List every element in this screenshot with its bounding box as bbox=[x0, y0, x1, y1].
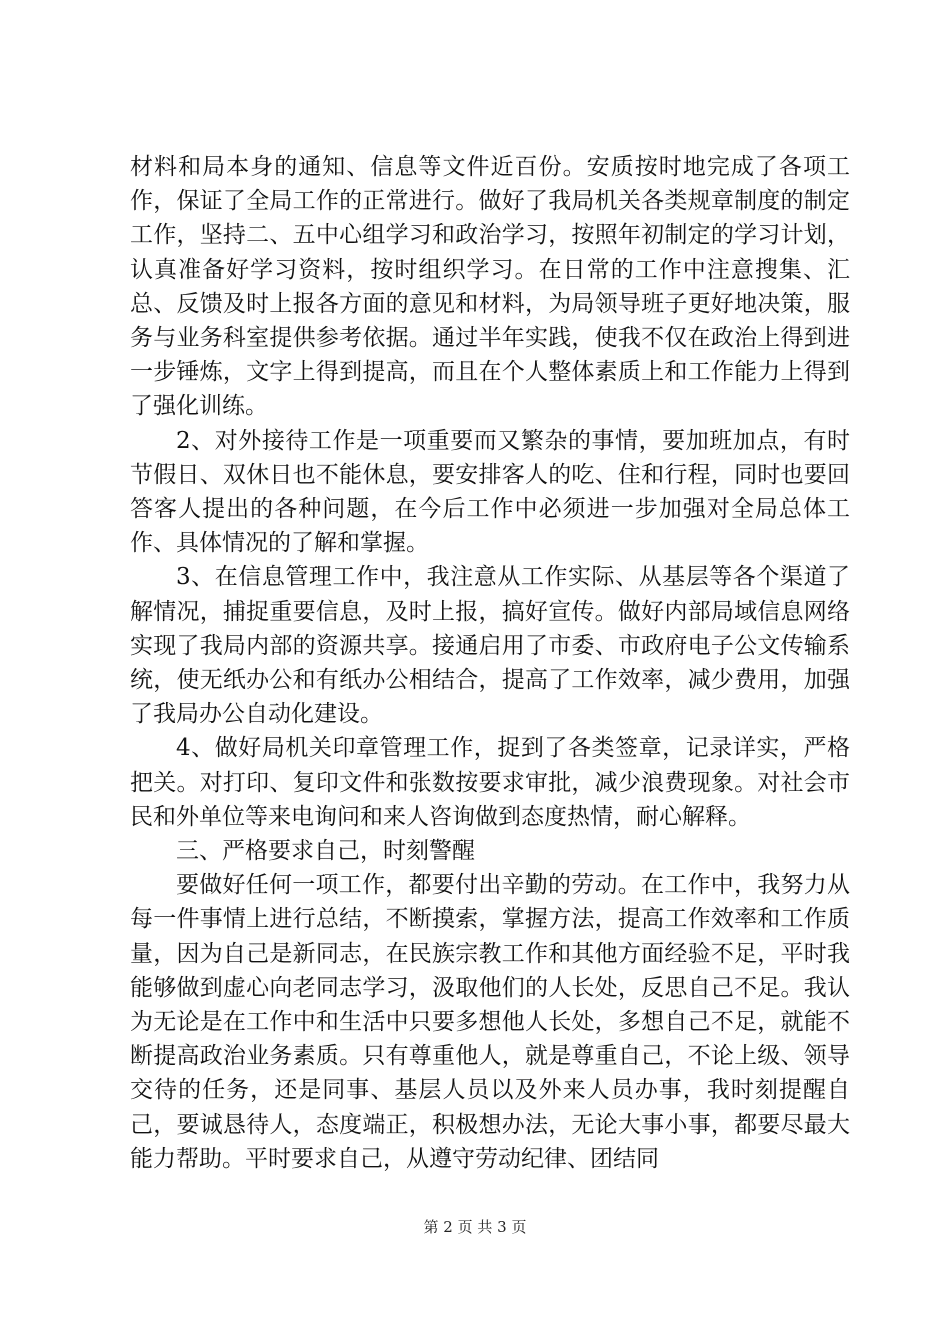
page-number-footer: 第 2 页 共 3 页 bbox=[423, 1218, 527, 1236]
paragraph-reception-work: 2、对外接待工作是一项重要而又繁杂的事情，要加班加点，有时节假日、双休日也不能休息，要安排客人的吃、住和行程，同时也要回答客人提出的各种问题，在今后工作中必须进一步加强对全局总体工作、具体情况的了解和掌握。 bbox=[130, 427, 850, 557]
paragraph-information-management: 3、在信息管理工作中，我注意从工作实际、从基层等各个渠道了解情况，捕捉重要信息，及时上报，搞好宣传。做好内部局域信息网络实现了我局内部的资源共享。接通启用了市委、市政府电子公文传输系统，使无纸办公和有纸办公相结合，提高了工作效率，减少费用，加强了我局办公自动化建设。 bbox=[130, 564, 850, 728]
document-body bbox=[130, 150, 850, 1176]
section-heading-self-discipline: 三、严格要求自己，时刻警醒 bbox=[176, 838, 475, 865]
paragraph-office-work-summary: 材料和局本身的通知、信息等文件近百份。安质按时地完成了各项工作，保证了全局工作的正常进行。做好了我局机关各类规章制度的制定工作，坚持二、五中心组学习和政治学习，按照年初制定的学习计划，认真准备好学习资料，按时组织学习。在日常的工作中注意搜集、汇总、反馈及时上报各方面的意见和材料，为局领导班子更好地决策，服务与业务科室提供参考依据。通过半年实践，使我不仅在政治上得到进一步锤炼，文字上得到提高，而且在个人整体素质上和工作能力上得到了强化训练。 bbox=[130, 154, 850, 420]
paragraph-seal-management: 4、做好局机关印章管理工作，捉到了各类签章，记录详实，严格把关。对打印、复印文件和张数按要求审批，减少浪费现象。对社会市民和外单位等来电询问和来人咨询做到态度热情，耐心解释。 bbox=[130, 735, 850, 830]
paragraph-self-discipline: 要做好任何一项工作，都要付出辛勤的劳动。在工作中，我努力从每一件事情上进行总结，不断摸索，掌握方法，提高工作效率和工作质量，因为自己是新同志，在民族宗教工作和其他方面经验不足，平时我能够做到虚心向老同志学习，汲取他们的人长处，反思自己不足。我认为无论是在工作中和生活中只要多想他人长处，多想自己不足，就能不断提高政治业务素质。只有尊重他人，就是尊重自己，不论上级、领导交待的任务，还是同事、基层人员以及外来人员办事，我时刻提醒自己，要诚恳待人，态度端正，积极想办法，无论大事小事，都要尽最大能力帮助。平时要求自己，从遵守劳动纪律、团结同 bbox=[130, 872, 850, 1172]
